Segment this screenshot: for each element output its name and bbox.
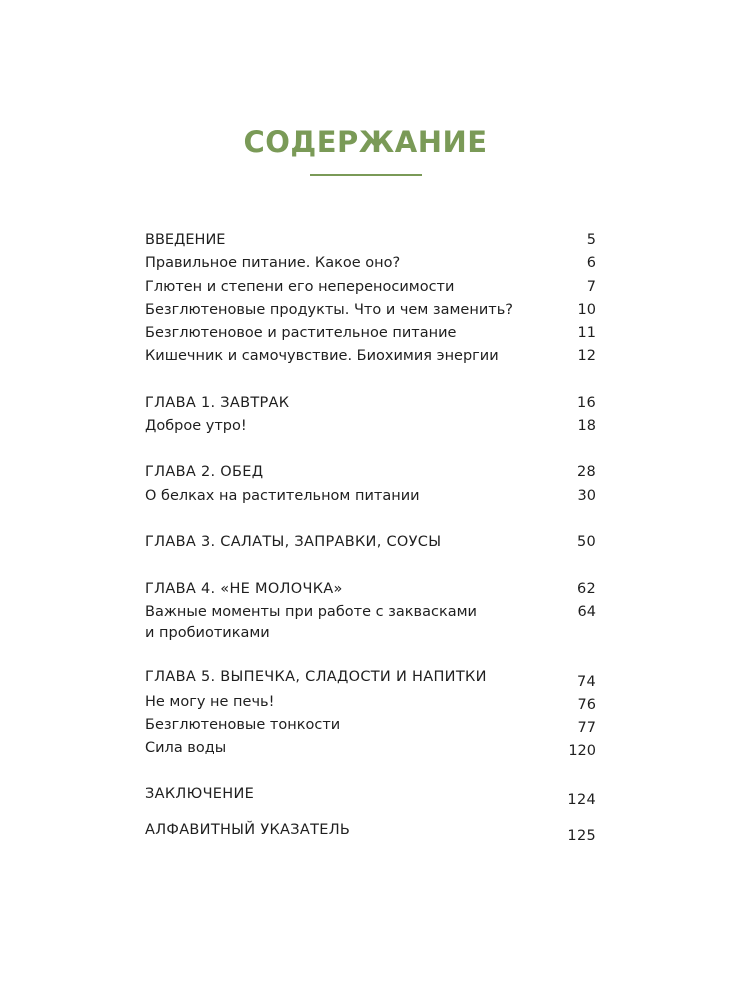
toc-entry-page: 74 [576, 674, 596, 690]
toc-entry-page: 62 [576, 581, 596, 597]
toc-entry-page: 77 [577, 720, 596, 736]
toc-entry-page: 18 [577, 418, 596, 434]
toc-entry-title: ГЛАВА 3. САЛАТЫ, ЗАПРАВКИ, СОУСЫ [145, 534, 442, 550]
toc-entry-page: 50 [576, 534, 596, 550]
toc-entry-title: Важные моменты при работе с заквасками и пробиотиками [145, 604, 477, 641]
toc-entry-title: Кишечник и самочувствие. Биохимия энергии [145, 348, 499, 364]
toc-entry-title: ЗАКЛЮЧЕНИЕ [145, 786, 255, 802]
toc-entry-page: 11 [577, 325, 596, 341]
toc-entry-page: 30 [577, 488, 596, 504]
toc-entry-page: 28 [576, 464, 596, 480]
toc-entry-title: ГЛАВА 5. ВЫПЕЧКА, СЛАДОСТИ И НАПИТКИ [145, 669, 487, 685]
toc-entry-title: Безглютеновое и растительное питание [145, 325, 457, 341]
toc-entry-page: 6 [586, 255, 596, 271]
toc-entry-title: Не могу не печь! [145, 694, 275, 710]
toc-entry-title: ВВЕДЕНИЕ [145, 232, 226, 248]
toc-entry-title: ГЛАВА 1. ЗАВТРАК [145, 395, 290, 411]
toc-entry-title: ГЛАВА 4. «НЕ МОЛОЧКА» [145, 581, 343, 597]
toc-entry-title: Сила воды [145, 740, 227, 756]
toc-entry-page: 10 [577, 302, 596, 318]
toc-entry-page: 5 [586, 232, 596, 248]
toc-entry-title: О белках на растительном питании [145, 488, 420, 504]
toc-entry-page: 76 [577, 697, 596, 713]
toc-entry-title: Безглютеновые продукты. Что и чем заменить? [145, 302, 513, 318]
table-of-contents [145, 0, 596, 1000]
toc-entry-page: 64 [577, 604, 596, 620]
toc-entry-title: ГЛАВА 2. ОБЕД [145, 464, 264, 480]
toc-entry-page: 125 [567, 828, 596, 844]
page-title: СОДЕРЖАНИЕ [243, 125, 488, 159]
toc-entry-title: Безглютеновые тонкости [145, 717, 341, 733]
toc-entry-page: 16 [576, 395, 596, 411]
toc-entry-title: Глютен и степени его непереносимости [145, 279, 455, 295]
toc-entry-page: 120 [568, 743, 596, 759]
toc-entry-page: 7 [586, 279, 596, 295]
toc-entry-title: Доброе утро! [145, 418, 247, 434]
toc-entry-page: 12 [577, 348, 596, 364]
toc-entry-page: 124 [567, 792, 596, 808]
toc-entry-title: Правильное питание. Какое оно? [145, 255, 401, 271]
toc-entry-title: АЛФАВИТНЫЙ УКАЗАТЕЛЬ [145, 822, 351, 838]
